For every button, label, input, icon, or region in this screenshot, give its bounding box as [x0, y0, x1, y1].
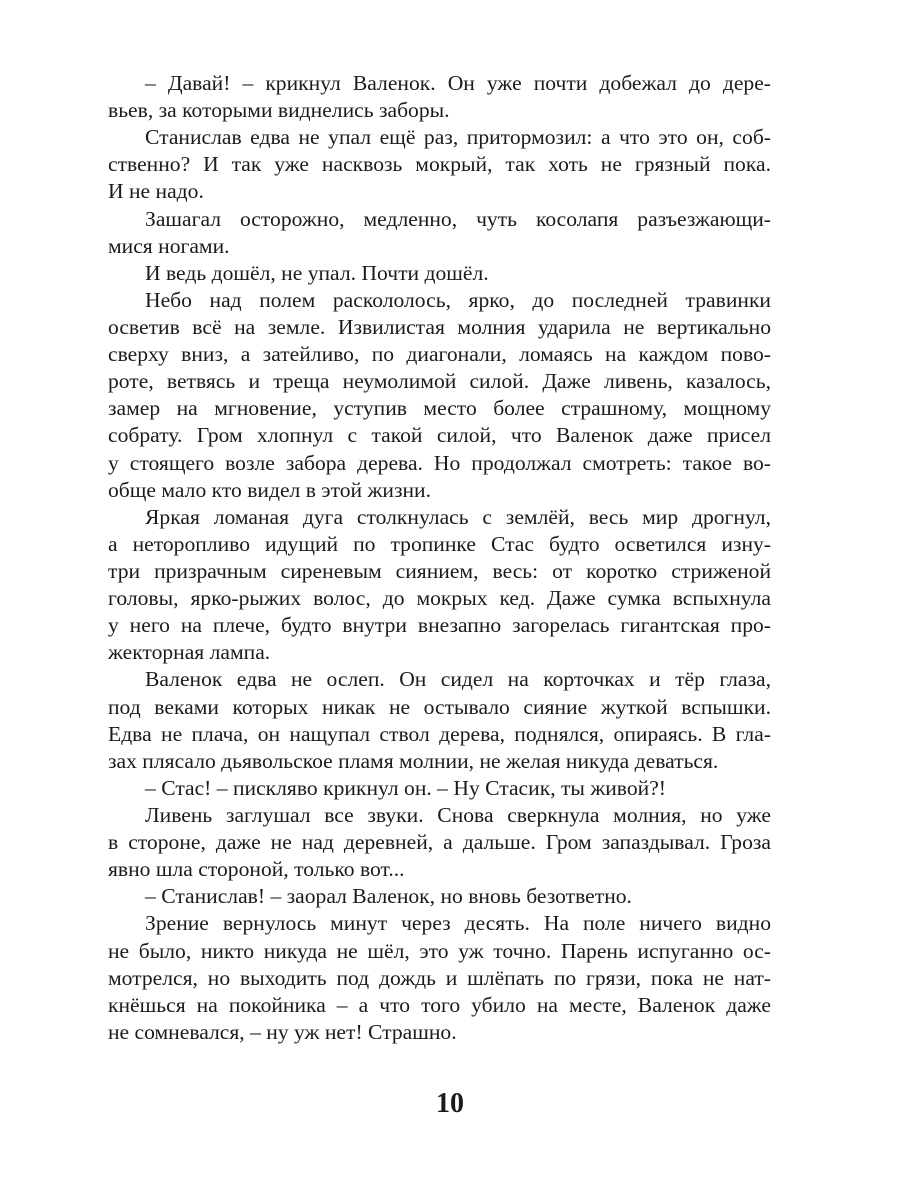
text-line: обще мало кто видел в этой жизни.: [108, 477, 431, 502]
text-line: жекторная лампа.: [108, 640, 271, 665]
text-line: собрату. Гром хлопнул с такой силой, что Валенок даже присел: [108, 423, 771, 448]
text-line: ственно? И так уже насквозь мокрый, так хоть не грязный пока.: [108, 152, 771, 177]
text-line: у него на плече, будто внутри внезапно загорелась гигантская про-: [108, 613, 771, 638]
text-line: сверху вниз, а затейливо, по диагонали, ломаясь на каждом пово-: [108, 342, 771, 367]
text-line: в стороне, даже не над деревней, а дальше. Гром запаздывал. Гроза: [108, 830, 771, 855]
text-line: явно шла стороной, только вот...: [108, 857, 405, 882]
text-line: вьев, за которыми виднелись заборы.: [108, 98, 450, 123]
text-line: осветив всё на земле. Извилистая молния ударила не вертикально: [108, 314, 771, 339]
text-line: – Давай! – крикнул Валенок. Он уже почти добежал до дере-: [145, 71, 771, 95]
text-line: мотрелся, но выходить под дождь и шлёпать по грязи, пока не нат-: [108, 965, 771, 990]
page-number: 10: [436, 1088, 464, 1119]
text-line: Станислав едва не упал ещё раз, притормозил: а что это он, соб-: [145, 125, 771, 150]
text-line: мися ногами.: [108, 233, 230, 258]
text-line: И ведь дошёл, не упал. Почти дошёл.: [145, 260, 489, 285]
text-line: Небо над полем раскололось, ярко, до последней травинки: [145, 287, 771, 312]
text-line: не сомневался, – ну уж нет! Страшно.: [108, 1019, 457, 1044]
page-body: [108, 70, 771, 1046]
text-line: зах плясало дьявольское пламя молнии, не желая никуда деваться.: [108, 748, 719, 773]
text-line: не было, никто никуда не шёл, это уж точно. Парень испуганно ос-: [108, 938, 771, 963]
text-line: Ливень заглушал все звуки. Снова сверкнула молния, но уже: [145, 802, 771, 827]
text-line: под веками которых никак не остывало сияние жуткой вспышки.: [108, 694, 771, 719]
text-line: кнёшься на покойника – а что того убило на месте, Валенок даже: [108, 992, 771, 1017]
text-line: роте, ветвясь и треща неумолимой силой. Даже ливень, казалось,: [108, 369, 771, 394]
text-line: замер на мгновение, уступив место более страшному, мощному: [108, 396, 771, 421]
text-line: у стоящего возле забора дерева. Но продолжал смотреть: такое во-: [108, 450, 771, 475]
text-line: три призрачным сиреневым сиянием, весь: от коротко стриженой: [108, 558, 771, 583]
text-line: Валенок едва не ослеп. Он сидел на корточках и тёр глаза,: [145, 667, 771, 692]
text-line: Зрение вернулось минут через десять. На поле ничего видно: [145, 911, 771, 936]
text-line: головы, ярко-рыжих волос, до мокрых кед. Даже сумка вспыхнула: [108, 586, 771, 611]
text-line: И не надо.: [108, 179, 204, 204]
text-line: – Стас! – пискляво крикнул он. – Ну Стасик, ты живой?!: [145, 775, 666, 800]
text-line: – Станислав! – заорал Валенок, но вновь безответно.: [145, 884, 632, 909]
text-line: а неторопливо идущий по тропинке Стас будто осветился изну-: [108, 531, 771, 556]
text-line: Яркая ломаная дуга столкнулась с землёй, весь мир дрогнул,: [145, 504, 771, 529]
text-line: Зашагал осторожно, медленно, чуть косолапя разъезжающи-: [145, 206, 771, 231]
text-line: Едва не плача, он нащупал ствол дерева, поднялся, опираясь. В гла-: [108, 721, 771, 746]
